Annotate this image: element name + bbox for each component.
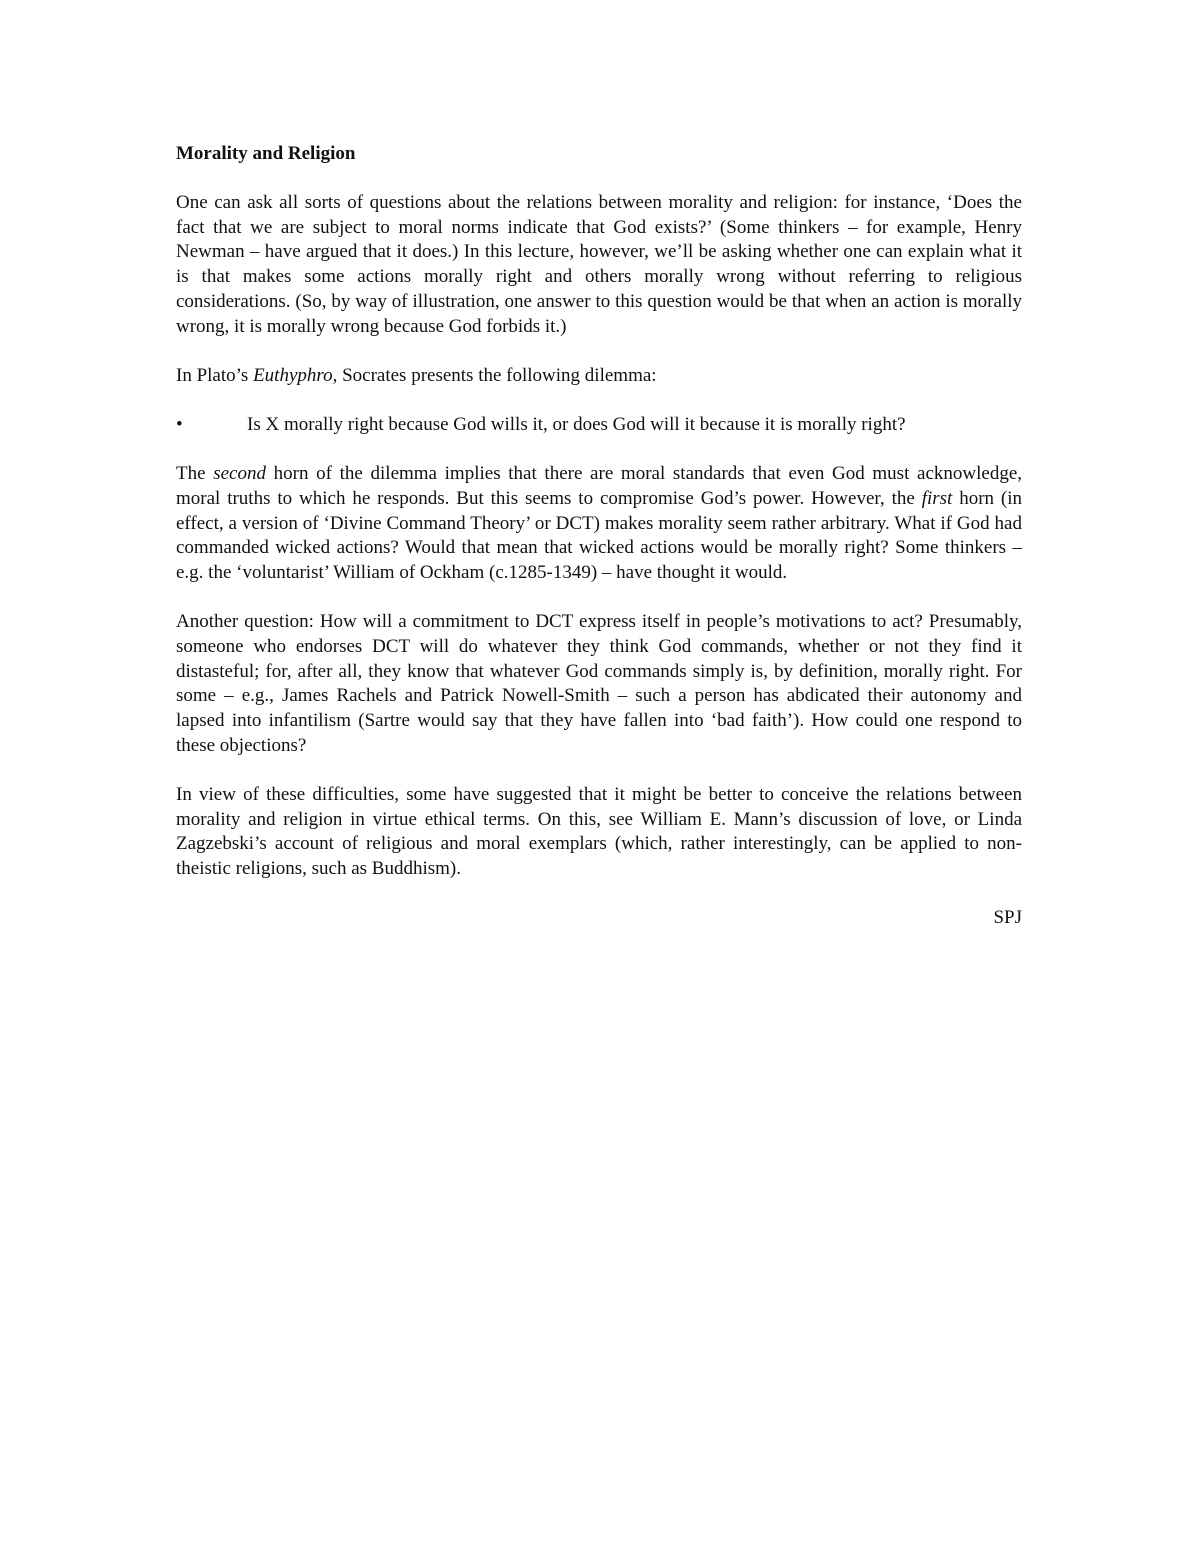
paragraph-horns [176, 462, 1022, 586]
author-signature: SPJ [993, 907, 1022, 929]
horns-text-a: The [176, 463, 214, 485]
dilemma-bullet-item [176, 413, 1022, 438]
horns-text-c: horn (in effect, a version of ‘Divine Command Theory’ or DCT) makes morality seem rather arbitrary. What if God had commanded wicked actions? Would that mean that wicked actions would be morally right? Some thinkers – e.g. the ‘voluntarist’ William of Ockham (c.1285-1349) – have thought it would. [176, 487, 1023, 583]
horns-first-emphasis: first [921, 487, 953, 509]
euthyphro-title: Euthyphro [253, 364, 333, 386]
horns-text-b: horn of the dilemma implies that there are moral standards that even God must acknowledge, moral truths to which he responds. But this seems to compromise God’s power. However, the [176, 463, 1022, 509]
bullet-icon: • [176, 413, 183, 435]
euthyphro-text-after: , Socrates presents the following dilemma: [332, 364, 657, 386]
paragraph-intro: One can ask all sorts of questions about the relations between morality and religion: for instance, ‘Does the fact that we are subject to moral norms indicate that God exists?’ (Some thinkers – for example, Henry Newman – have argued that it does.) In this lecture, however, we’ll be asking whether one can explain what it is that makes some actions morally right and others morally wrong without referring to religious considerations. (So, by way of illustration, one answer to this question would be that when an action is morally wrong, it is morally wrong because God forbids it.) [176, 192, 1022, 337]
paragraph-virtue-ethics: In view of these difficulties, some have suggested that it might be better to conceive the relations between morality and religion in virtue ethical terms. On this, see William E. Mann’s discussion of love, or Linda Zagzebski’s account of religious and moral exemplars (which, rather interestingly, can be applied to non-theistic religions, such as Buddhism). [176, 783, 1022, 879]
horns-second-emphasis: second [213, 463, 266, 485]
euthyphro-text-before: In Plato’s [176, 364, 254, 386]
dilemma-text: Is X morally right because God wills it, or does God will it because it is morally right? [247, 413, 906, 435]
document-title: Morality and Religion [176, 143, 356, 164]
paragraph-euthyphro [176, 364, 1022, 389]
paragraph-motivation: Another question: How will a commitment to DCT express itself in people’s motivations to act? Presumably, someone who endorses DCT will do whatever they think God commands, whether or not they find it distasteful; for, after all, they know that whatever God commands simply is, by definition, morally right. For some – e.g., James Rachels and Patrick Nowell-Smith – such a person has abdicated their autonomy and lapsed into infantilism (Sartre would say that they have fallen into ‘bad faith’). How could one respond to these objections? [176, 611, 1022, 756]
document-page [176, 141, 1022, 931]
